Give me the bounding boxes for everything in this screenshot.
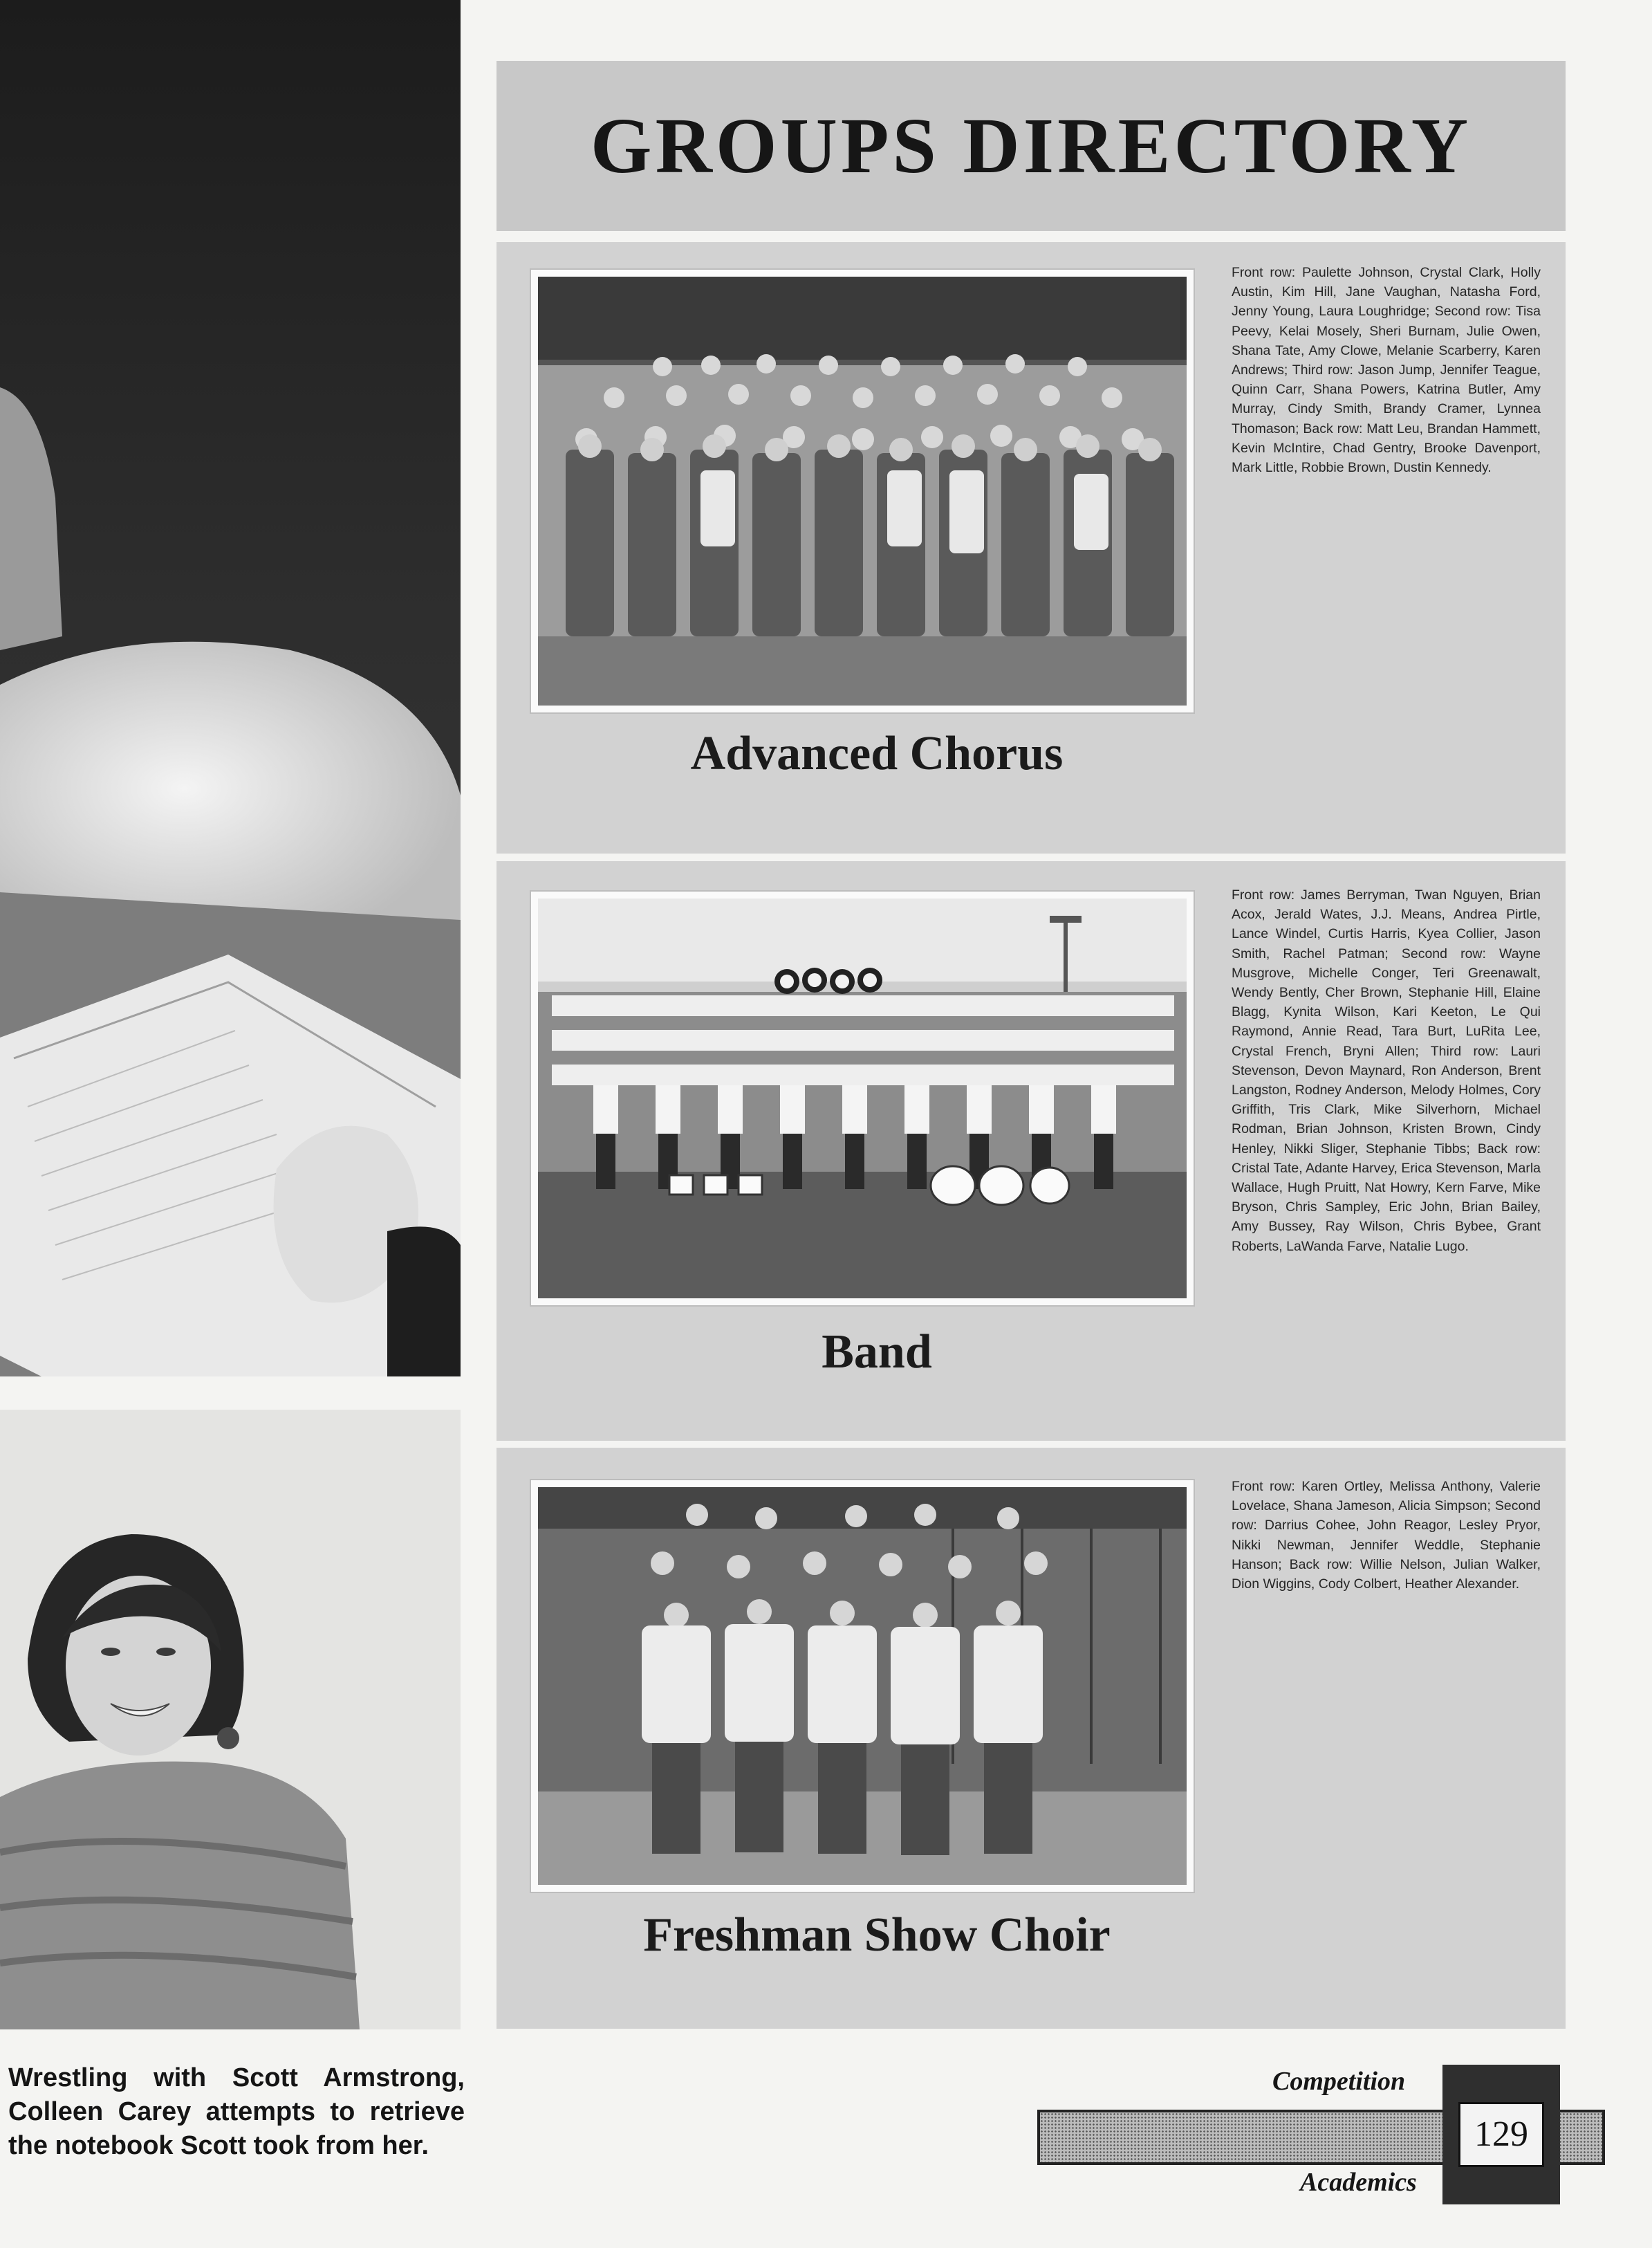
- page-header: [496, 61, 1566, 231]
- section-advanced-chorus: [496, 242, 1566, 854]
- group-photo-frame: [531, 1480, 1194, 1892]
- group-title: Freshman Show Choir: [643, 1908, 1111, 1962]
- member-names: Front row: James Berryman, Twan Nguyen, Brian Acox, Jerald Wates, J.J. Means, Andrea Pirtle, Lance Windel, Curtis Harris, Kyea Collier, Jason Smith, Rachel Patman; Second row: Wayne Musgrove, Michelle Conger, Teri Greenawalt, Wendy Bently, Cher Brown, Stephanie Hill, Elaine Blagg, Kynita Wilson, Kari Keeton, Le Qui Raymond, Annie Read, Tara Burt, LuRita Lee, Crystal French, Bryni Allen; Third row: Lauri Stevenson, Devon Maynard, Ron Anderson, Brent Langston, Rodney Anderson, Melody Holmes, Cory Griffith, Tris Clark, Mike Silverhorn, Michael Rodman, Brian Johnson, Kristen Brown, Cindy Henley, Nikki Sliger, Stephanie Tibbs; Back row: Cristal Tate, Adante Harvey, Erica Stevenson, Marla Wallace, Hugh Pruitt, Nat Howry, Kern Farve, Mike Bryson, Chris Sampley, Eric John, Brian Bailey, Amy Bussey, Ray Wilson, Chris Bybee, Grant Roberts, LaWanda Farve, Natalie Lugo.: [1232, 887, 1541, 1254]
- freshman-show-choir-photo: [538, 1487, 1187, 1885]
- group-photo-frame: [531, 892, 1194, 1305]
- page-title: GROUPS DIRECTORY: [590, 102, 1472, 190]
- section-freshman-show-choir: [496, 1448, 1566, 2029]
- section-tab: [1030, 2065, 1604, 2210]
- photo-caption: Wrestling with Scott Armstrong, Colleen Carey attempts to retrieve the notebook Scott took from her.: [8, 2063, 465, 2160]
- portrait-photo: [0, 1410, 461, 2029]
- section-label-competition: Competition: [1272, 2067, 1406, 2096]
- section-band: [496, 861, 1566, 1441]
- member-names: Front row: Karen Ortley, Melissa Anthony, Valerie Lovelace, Shana Jameson, Alicia Simpson; Second row: Darrius Cohee, John Reagor, Lesley Pryor, Nikki Newman, Jennifer Weddle, Stephanie Hanson; Back row: Willie Nelson, Julian Walker, Dion Wiggins, Cody Colbert, Heather Alexander.: [1232, 1479, 1541, 1592]
- page-number: 129: [1458, 2102, 1544, 2167]
- group-title: Advanced Chorus: [690, 727, 1064, 780]
- advanced-chorus-photo: [538, 277, 1187, 706]
- group-photo-frame: [531, 270, 1194, 712]
- notebook-photo: [0, 0, 461, 1376]
- group-title: Band: [822, 1325, 932, 1379]
- page-number-box: [1442, 2065, 1560, 2204]
- member-names: Front row: Paulette Johnson, Crystal Clark, Holly Austin, Kim Hill, Jane Vaughan, Natasha Ford, Jenny Young, Laura Loughridge; Second row: Tisa Peevy, Kelai Mosely, Sheri Burnam, Julie Owen, Shana Tate, Amy Clowe, Melanie Scarberry, Karen Andrews; Third row: Jason Jump, Jennifer Teague, Quinn Carr, Shana Powers, Katrina Butler, Amy Murray, Cindy Smith, Brandy Cramer, Lynnea Thomason; Back row: Matt Leu, Brandan Hammett, Kevin McIntire, Chad Gentry, Brooke Davenport, Mark Little, Robbie Brown, Dustin Kennedy.: [1232, 265, 1541, 476]
- section-label-academics: Academics: [1300, 2168, 1417, 2197]
- band-photo: [538, 899, 1187, 1298]
